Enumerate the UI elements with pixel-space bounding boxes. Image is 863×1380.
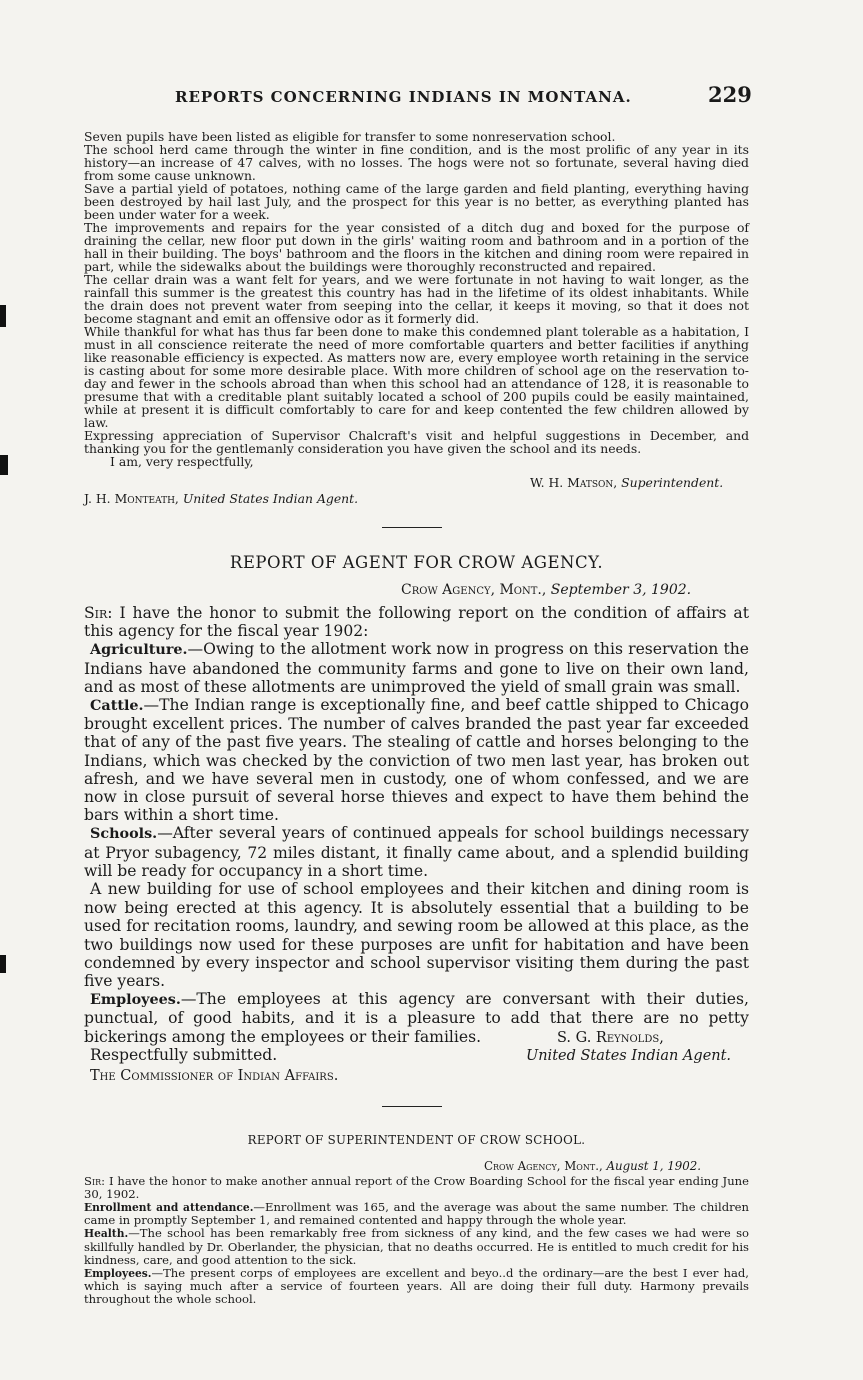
dateline-date: August 1, 1902.: [606, 1159, 702, 1173]
section-label: Health.: [84, 1227, 129, 1241]
intro-text: I have the honor to make another annual report of the Crow Boarding School for the fiscal year ending June 30, 1902.: [84, 1174, 749, 1201]
paragraph: The improvements and repairs for the year consisted of a ditch dug and boxed for the purpose of draining the cellar, new floor put down in the girls' waiting room and bathroom and in a portion of the hall in their building. The boys' bathroom and the floors in the kitchen and dining room were repaired in part, while the sidewalks about the buildings were thoroughly reconstructed and repaired.: [84, 220, 749, 274]
school-report-body: [84, 1175, 749, 1306]
section-text: —The employees at this agency are conversant with their duties, punctual, of good habits, and it is a pleasure to add that there are no petty bickerings among the employees or their families.: [84, 990, 749, 1046]
page-number: 229: [708, 82, 752, 107]
school-report-title: REPORT OF SUPERINTENDENT OF CROW SCHOOL.: [247, 1133, 586, 1147]
addressee-title: United States Indian Agent.: [182, 491, 359, 506]
matson-signature: [530, 476, 723, 489]
agent-signer-name: [557, 1030, 664, 1046]
section-paragraph: [84, 696, 749, 824]
section-text: —The school has been remarkably free from sickness of any kind, and the few cases we had were so skillfully handled by Dr. Oberlander, the physician, that no deaths occurred. He is entitled to much credit for his kindness, care, and good attention to the sick.: [84, 1226, 749, 1267]
agent-signer-title: United States Indian Agent.: [526, 1048, 732, 1064]
intro-paragraph: [84, 1175, 749, 1201]
section-paragraph: [84, 1227, 749, 1266]
section-label: Schools.: [90, 826, 158, 843]
agent-report-body: [84, 604, 749, 1064]
section-text: —After several years of continued appeals for school buildings necessary at Pryor subagency, 72 miles distant, it finally came about, and a splendid building will be ready for occupancy in a short time.: [84, 824, 749, 880]
binding-mark: [0, 955, 6, 973]
signer-name: W. H. Matson,: [530, 475, 618, 490]
paragraph: Save a partial yield of potatoes, nothing came of the large garden and field planting, everything having been destroyed by hail last July, and the prospect for this year is no better, as everything planted has been under water for a week.: [84, 181, 749, 222]
intro-text: I have the honor to submit the following report on the condition of affairs at this agency for the fiscal year 1902:: [84, 604, 749, 641]
agent-dateline: [401, 582, 691, 598]
addressee-name: J. H. Monteath,: [84, 491, 179, 506]
agent-addressee: The Commissioner of Indian Affairs.: [90, 1068, 339, 1084]
section-text: A new building for use of school employees and their kitchen and dining room is now being erected at this agency. It is absolutely essential that a building to be used for recitation rooms, laundry, and sewing room be allowed at this place, as the two buildings now used for these purposes are unfit for habitation and have been condemned by every inspector and school supervisor visiting them during the past five years.: [84, 880, 749, 991]
binding-mark: [0, 455, 8, 475]
running-header: REPORTS CONCERNING INDIANS IN MONTANA.: [175, 88, 632, 106]
signer-name: S. G. Reynolds,: [557, 1030, 664, 1046]
intro-paragraph: [84, 604, 749, 640]
section-text: —Enrollment was 165, and the average was about the same number. The children came in promptly September 1, and remained contented and happy through the whole year.: [84, 1199, 749, 1228]
section-text: —The present corps of employees are excellent and beyo..d the ordinary—are the best I ever had, which is saying much after a service of fourteen years. All are doing their full duty. Harmony prevails throughout the whole school.: [84, 1265, 749, 1307]
section-paragraph: [84, 1267, 749, 1306]
section-label: Cattle.: [90, 698, 144, 715]
closing: I am, very respectfully,: [110, 454, 254, 469]
dateline-date: September 3, 1902.: [550, 582, 692, 598]
paragraph: Expressing appreciation of Supervisor Chalcraft's visit and helpful suggestions in December, and thanking you for the gentlemanly consideration you have given the school and its needs.: [84, 428, 749, 456]
section-text: —Owing to the allotment work now in progress on this reservation the Indians have abandoned the community farms and gone to live on their own land, and as most of these allotments are unimproved the yield of small grain was small.: [84, 640, 749, 696]
section-divider: [382, 527, 442, 528]
section-text: —The Indian range is exceptionally fine, and beef cattle shipped to Chicago brought excellent prices. The number of calves branded the past year far exceeded that of any of the past five years. The stealing of cattle and horses belonging to the Indians, which was checked by the conviction of two men last year, has broken out afresh, and we have several men in custody, one of whom confessed, and we are now in close pursuit of several horse thieves and expect to have them behind the bars within a short time.: [84, 696, 749, 825]
closing: Respectfully submitted.: [90, 1045, 278, 1064]
section-paragraph: [84, 880, 749, 990]
binding-mark: [0, 305, 6, 327]
salutation: Sir:: [84, 604, 113, 622]
dateline-place: Crow Agency, Mont.,: [484, 1159, 603, 1173]
matson-report-body: [84, 130, 749, 468]
section-label: Employees.: [84, 1266, 152, 1280]
section-paragraph: [84, 824, 749, 880]
section-paragraph: [84, 640, 749, 696]
signer-title: Superintendent.: [621, 475, 724, 490]
section-label: Employees.: [90, 992, 181, 1009]
agent-report-title: REPORT OF AGENT FOR CROW AGENCY.: [229, 553, 604, 572]
section-label: Enrollment and attendance.: [84, 1200, 254, 1214]
school-dateline: [484, 1159, 701, 1173]
section-label: Agriculture.: [90, 642, 188, 659]
paragraph: While thankful for what has thus far been done to make this condemned plant tolerable as a habitation, I must in all conscience reiterate the need of more comfortable quarters and better facilities if anything like reasonable efficiency is expected. As matters now are, every employee worth retaining in the service is casting about for some more desirable place. With more children of school age on the reservation to-day and fewer in the schools abroad than when this school had an attendance of 128, it is reasonable to presume that with a creditable plant suitably located a school of 200 pupils could be easily maintained, while at present it is difficult comfortably to care for and keep contented the few children allowed by law.: [84, 324, 749, 430]
section-paragraph: [84, 1201, 749, 1228]
paragraph: Seven pupils have been listed as eligible for transfer to some nonreservation school.: [84, 129, 616, 144]
paragraph: The cellar drain was a want felt for years, and we were fortunate in not having to wait longer, as the rainfall this summer is the greatest this country has had in the lifetime of its oldest inhabitants. While the drain does not prevent water from seeping into the cellar, it keeps it moving, so that it does not become stagnant and emit an offensive odor as it formerly did.: [84, 272, 749, 326]
section-divider: [382, 1106, 442, 1107]
dateline-place: Crow Agency, Mont.,: [401, 582, 547, 598]
matson-addressee: [84, 492, 358, 505]
paragraph: The school herd came through the winter in fine condition, and is the most prolific of any year in its history—an increase of 47 calves, with no losses. The hogs were not so fortunate, several having died from some cause unknown.: [84, 142, 749, 183]
salutation: Sir:: [84, 1174, 106, 1188]
